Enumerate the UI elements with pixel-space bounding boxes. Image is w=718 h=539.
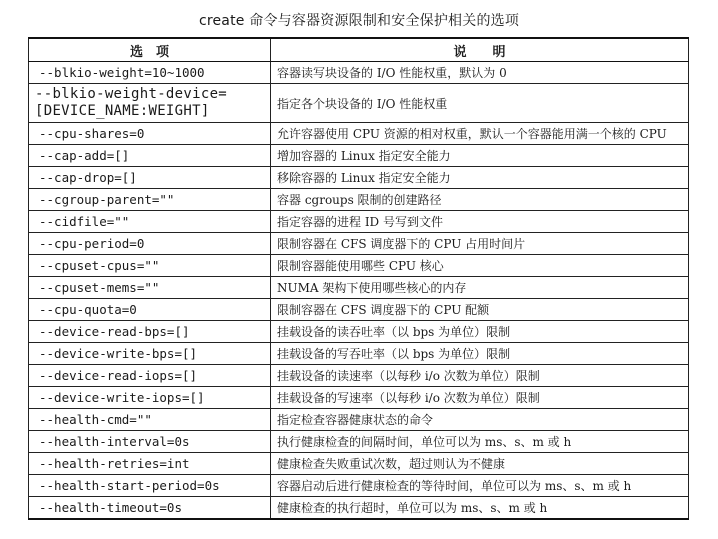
table-row [29, 211, 689, 233]
description-cell: 增加容器的 Linux 指定安全能力 [271, 145, 689, 167]
table-row [29, 321, 689, 343]
option-cell: --cpu-period=0 [29, 233, 271, 255]
option-cell: --health-start-period=0s [29, 475, 271, 497]
table-row [29, 387, 689, 409]
table-row [29, 431, 689, 453]
description-cell: 限制容器能使用哪些 CPU 核心 [271, 255, 689, 277]
table-row [29, 365, 689, 387]
description-cell: 挂载设备的读吞吐率（以 bps 为单位）限制 [271, 321, 689, 343]
description-cell: 挂载设备的写速率（以每秒 i/o 次数为单位）限制 [271, 387, 689, 409]
description-cell: 限制容器在 CFS 调度器下的 CPU 占用时间片 [271, 233, 689, 255]
option-cell: --cpu-shares=0 [29, 123, 271, 145]
header-row [29, 38, 689, 62]
description-cell: 容器读写块设备的 I/O 性能权重，默认为 0 [271, 62, 689, 84]
option-cell: --device-write-bps=[] [29, 343, 271, 365]
option-cell: --device-read-iops=[] [29, 365, 271, 387]
option-cell: --cpu-quota=0 [29, 299, 271, 321]
description-cell: 健康检查失败重试次数，超过则认为不健康 [271, 453, 689, 475]
option-cell: --blkio-weight-device=[DEVICE_NAME:WEIGHT] [29, 84, 271, 123]
table-row [29, 299, 689, 321]
option-cell: --cap-add=[] [29, 145, 271, 167]
description-cell: 挂载设备的写吞吐率（以 bps 为单位）限制 [271, 343, 689, 365]
table-row [29, 62, 689, 84]
table-row [29, 84, 689, 123]
description-cell: NUMA 架构下使用哪些核心的内存 [271, 277, 689, 299]
option-cell: --health-cmd="" [29, 409, 271, 431]
option-cell: --health-interval=0s [29, 431, 271, 453]
option-cell: --cgroup-parent="" [29, 189, 271, 211]
description-cell: 指定检查容器健康状态的命令 [271, 409, 689, 431]
option-cell: --device-read-bps=[] [29, 321, 271, 343]
description-cell: 指定各个块设备的 I/O 性能权重 [271, 84, 689, 123]
option-cell: --blkio-weight=10~1000 [29, 62, 271, 84]
table-row [29, 409, 689, 431]
table-row [29, 145, 689, 167]
table-row [29, 497, 689, 520]
table-row [29, 453, 689, 475]
table-row [29, 233, 689, 255]
table-row [29, 167, 689, 189]
options-table [28, 37, 689, 520]
option-cell: --device-write-iops=[] [29, 387, 271, 409]
header-option: 选 项 [29, 38, 271, 62]
table-row [29, 277, 689, 299]
description-cell: 容器启动后进行健康检查的等待时间，单位可以为 ms、s、m 或 h [271, 475, 689, 497]
description-cell: 容器 cgroups 限制的创建路径 [271, 189, 689, 211]
description-cell: 挂载设备的读速率（以每秒 i/o 次数为单位）限制 [271, 365, 689, 387]
table-title: create 命令与容器资源限制和安全保护相关的选项 [198, 13, 520, 29]
table-row [29, 123, 689, 145]
option-cell: --health-timeout=0s [29, 497, 271, 520]
table-row [29, 189, 689, 211]
description-cell: 指定容器的进程 ID 号写到文件 [271, 211, 689, 233]
option-cell: --cpuset-mems="" [29, 277, 271, 299]
table-row [29, 343, 689, 365]
description-cell: 执行健康检查的间隔时间，单位可以为 ms、s、m 或 h [271, 431, 689, 453]
description-cell: 健康检查的执行超时，单位可以为 ms、s、m 或 h [271, 497, 689, 520]
option-cell: --cidfile="" [29, 211, 271, 233]
description-cell: 限制容器在 CFS 调度器下的 CPU 配额 [271, 299, 689, 321]
description-cell: 移除容器的 Linux 指定安全能力 [271, 167, 689, 189]
option-cell: --cpuset-cpus="" [29, 255, 271, 277]
table-row [29, 475, 689, 497]
description-cell: 允许容器使用 CPU 资源的相对权重，默认一个容器能用满一个核的 CPU [271, 123, 689, 145]
table-row [29, 255, 689, 277]
header-description: 说 明 [271, 38, 689, 62]
option-cell: --cap-drop=[] [29, 167, 271, 189]
option-cell: --health-retries=int [29, 453, 271, 475]
